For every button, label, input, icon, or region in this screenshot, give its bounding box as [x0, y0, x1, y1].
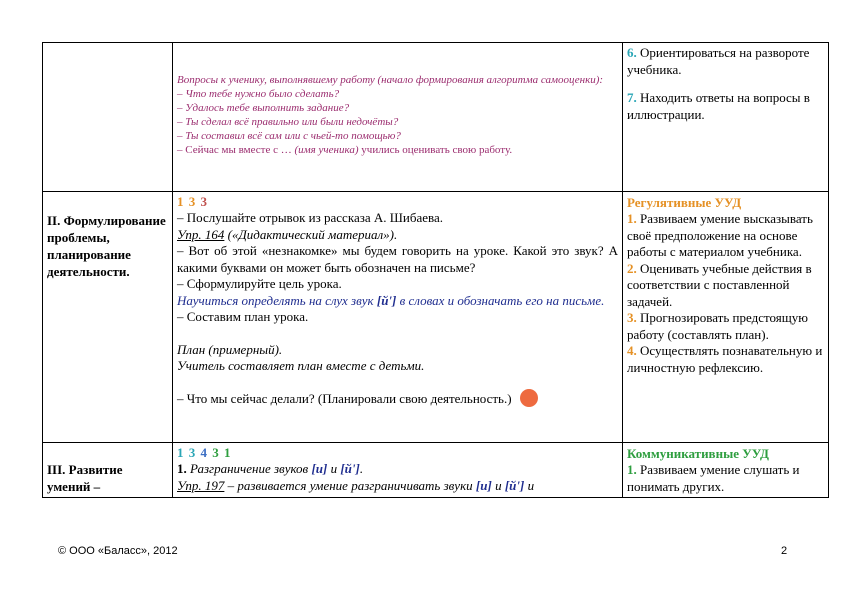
item-text: Развиваем умение высказывать своё предположение на основе работы с материалом учебника.	[627, 211, 813, 259]
sound-symbol: [и]	[311, 461, 328, 476]
uud-heading: Коммуникативные УУД	[627, 446, 769, 461]
activity-cell	[173, 43, 623, 192]
item-number: 1.	[177, 461, 187, 476]
item-text: Прогнозировать предстоящую работу (составлять план).	[627, 310, 808, 342]
task-text: – развивается умение разграничивать звуки	[224, 477, 476, 493]
exercise-link[interactable]: Упр. 197	[177, 477, 225, 493]
plan-title	[177, 342, 618, 359]
text-line: Учитель составляет план вместе с детьми.	[177, 358, 425, 373]
stage-cell	[43, 43, 173, 192]
item-number: 4.	[627, 343, 637, 358]
copyright: © ООО «Баласс», 2012	[58, 545, 178, 557]
task-text: и	[491, 477, 505, 493]
table-row	[43, 443, 829, 498]
text-line	[177, 391, 618, 409]
plan-note: (примерный).	[205, 341, 283, 357]
plan-label: План	[177, 341, 206, 357]
uud-item	[627, 343, 824, 376]
activity-cell	[173, 192, 623, 443]
item-number: 1.	[627, 211, 637, 226]
sound-symbol: [и]	[475, 477, 492, 493]
text-line	[177, 461, 618, 478]
exercise-ref	[177, 227, 618, 244]
text-line: – Вот об этой «незнакомке» мы будем говорить на уроке. Какой это звук? А какими буквами он может быть обозначен на письме?	[177, 243, 618, 275]
sound-symbol: [й']	[340, 461, 360, 476]
lesson-goal	[177, 293, 618, 310]
text-line: – Сформулируйте цель урока.	[177, 276, 342, 291]
text-line: – Составим план урока.	[177, 309, 309, 324]
uud-cell	[623, 443, 829, 498]
item-text: Развиваем умение слушать и понимать других.	[627, 462, 800, 494]
item-text: Находить ответы на вопросы в иллюстрации.	[627, 90, 810, 122]
circle-marker-icon	[520, 389, 538, 407]
item-number: 6.	[627, 45, 637, 60]
question-line: – Ты сделал всё правильно или были недочёты?	[177, 116, 399, 128]
uud-heading: Регулятивные УУД	[627, 195, 742, 210]
question-line: – Что тебе нужно было сделать?	[177, 88, 340, 100]
question-line: – Ты составил всё сам или с чьей-то помощью?	[177, 130, 401, 142]
uud-item	[627, 261, 824, 311]
uud-item	[627, 211, 824, 261]
lesson-table	[42, 42, 829, 498]
uud-item	[627, 90, 824, 123]
level-number: 3	[212, 445, 220, 460]
text-line: – Послушайте отрывок из рассказа А. Шибаева.	[177, 210, 443, 225]
item-number: 7.	[627, 90, 637, 105]
level-numbers	[177, 445, 618, 461]
level-number: 3	[188, 445, 197, 460]
task-text: и	[524, 477, 535, 493]
task-text: Разграничение звуков	[186, 461, 312, 476]
level-number: 1	[177, 445, 185, 460]
stage-title: II. Формулирование проблемы, планирование деятельности.	[47, 213, 166, 279]
question-text: – Сейчас мы вместе с …	[177, 144, 295, 156]
uud-item	[627, 310, 824, 343]
sound-symbol: [й']	[376, 292, 397, 308]
page-number: 2	[781, 545, 788, 557]
task-text: и	[327, 461, 341, 476]
table-row	[43, 192, 829, 443]
item-number: 3.	[627, 310, 637, 325]
sound-symbol: [й']	[504, 477, 525, 493]
goal-text: Научиться определять на слух звук	[177, 292, 377, 308]
question-line	[177, 143, 618, 157]
question-line: – Удалось тебе выполнить задание?	[177, 102, 350, 114]
uud-item	[627, 45, 824, 78]
goal-text: в словах и обозначать его на письме.	[396, 292, 605, 308]
teacher-questions	[177, 73, 618, 157]
level-number: 1	[224, 445, 232, 460]
item-number: 1.	[627, 462, 637, 477]
uud-cell	[623, 43, 829, 192]
stage-cell	[43, 443, 173, 498]
item-text: Ориентироваться на развороте учебника.	[627, 45, 810, 77]
question-text: учились оценивать свою работу.	[358, 144, 513, 156]
level-numbers	[177, 194, 618, 210]
table-row	[43, 43, 829, 192]
item-text: Осуществлять познавательную и личностную рефлексию.	[627, 343, 823, 375]
stage-cell	[43, 192, 173, 443]
activity-cell	[173, 443, 623, 498]
item-text: Оценивать учебные действия в соответствии с поставленной задачей.	[627, 260, 812, 309]
item-number: 2.	[627, 260, 637, 276]
level-number: 4	[200, 445, 208, 460]
exercise-source: («Дидактический материал»).	[224, 226, 398, 242]
uud-item	[627, 462, 824, 495]
task-text: .	[359, 461, 364, 476]
exercise-link[interactable]: Упр. 164	[177, 226, 225, 242]
questions-intro: Вопросы к ученику, выполнявшему работу (начало формирования алгоритма самооценки):	[177, 74, 604, 86]
text-line	[177, 478, 618, 495]
uud-cell	[623, 192, 829, 443]
level-number: 3	[200, 194, 208, 209]
level-number: 1	[177, 194, 185, 209]
stage-title: III. Развитие умений –	[47, 462, 123, 494]
level-number: 3	[188, 194, 197, 209]
reflection-question: – Что мы сейчас делали? (Планировали свою деятельность.)	[177, 390, 512, 406]
question-italic: (имя ученика)	[294, 144, 359, 156]
